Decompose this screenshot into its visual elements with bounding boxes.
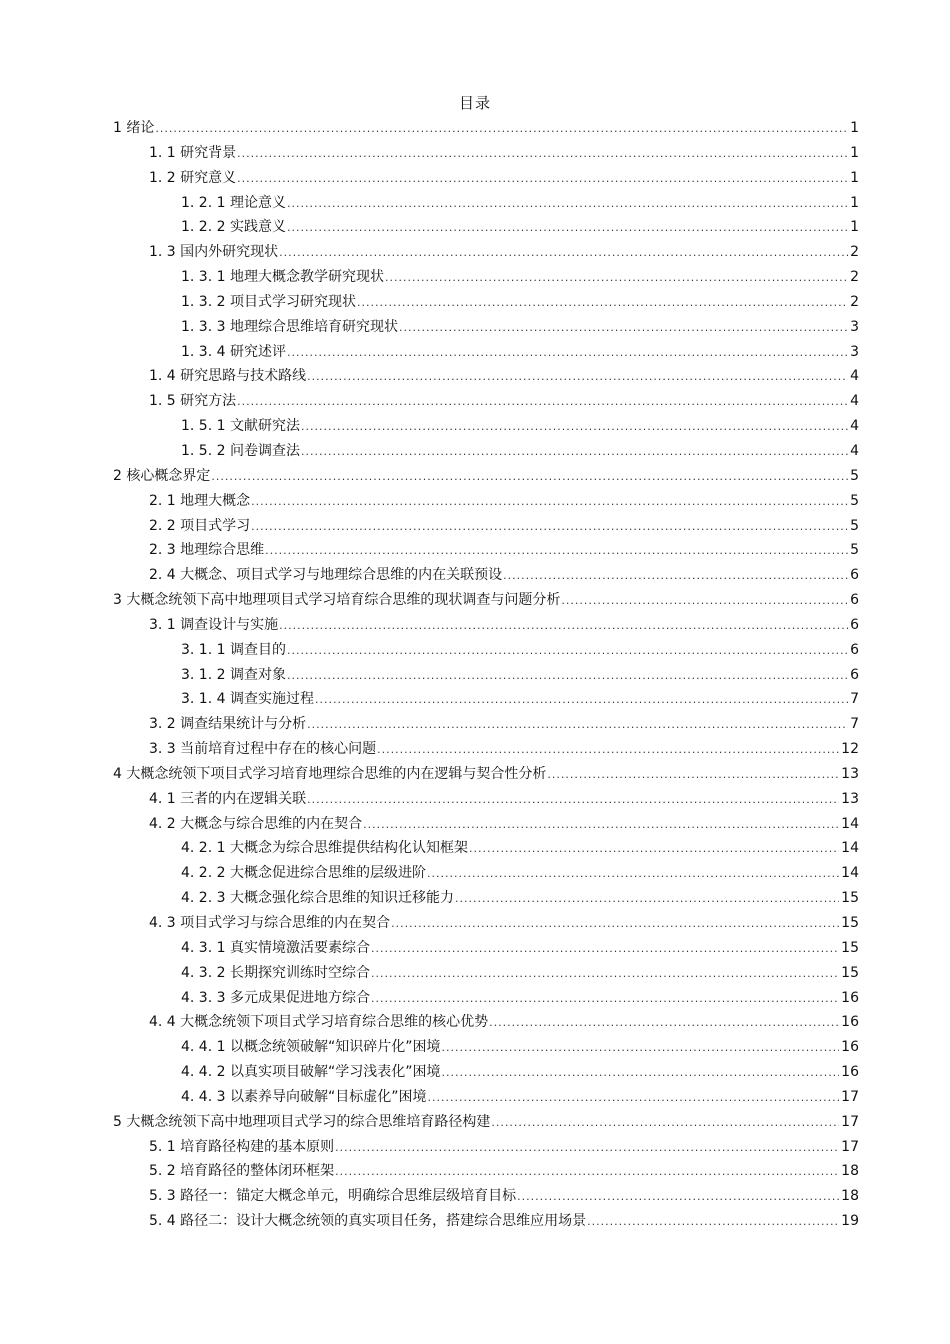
toc-dot-leader — [363, 813, 839, 838]
toc-entry[interactable] — [113, 1085, 859, 1110]
toc-entry-label: 3. 2 调查结果统计与分析 — [149, 716, 307, 733]
toc-dot-leader — [399, 316, 848, 341]
toc-entry-page-number: 16 — [841, 1064, 859, 1081]
toc-entry-label: 4. 3. 1 真实情境激活要素综合 — [181, 939, 370, 956]
toc-entry-label: 4. 1 三者的内在逻辑关联 — [149, 790, 307, 807]
toc-entry[interactable] — [113, 961, 859, 986]
toc-entry[interactable] — [113, 265, 859, 290]
toc-entry-label: 2 核心概念界定 — [113, 467, 211, 484]
toc-entry-label: 1. 3. 3 地理综合思维培育研究现状 — [181, 318, 398, 335]
toc-entry-page-number: 17 — [841, 1138, 859, 1155]
toc-entry[interactable] — [113, 1184, 859, 1209]
toc-dot-leader — [503, 564, 848, 589]
toc-entry-page-number: 18 — [841, 1188, 859, 1205]
toc-dot-leader — [237, 167, 848, 192]
toc-entry[interactable] — [113, 191, 859, 216]
toc-entry-label: 4. 4. 2 以真实项目破解“学习浅表化”困境 — [181, 1064, 441, 1081]
toc-dot-leader — [211, 465, 848, 490]
toc-entry-label: 1. 2. 2 实践意义 — [181, 219, 286, 236]
toc-dot-leader — [251, 515, 848, 540]
toc-dot-leader — [489, 1011, 839, 1036]
toc-entry-label: 1. 3 国内外研究现状 — [149, 244, 279, 261]
toc-entry-label: 1. 2. 1 理论意义 — [181, 194, 286, 211]
toc-entry-label: 1 绪论 — [113, 120, 155, 136]
toc-entry[interactable] — [113, 737, 859, 762]
toc-entry-label: 5 大概念统领下高中地理项目式学习的综合思维培育路径构建 — [113, 1113, 491, 1130]
toc-entry[interactable] — [113, 687, 859, 712]
toc-entry[interactable] — [113, 1209, 859, 1234]
toc-dot-leader — [491, 1111, 839, 1136]
toc-entry-label: 4 大概念统领下项目式学习培育地理综合思维的内在逻辑与契合性分析 — [113, 765, 547, 782]
toc-entry[interactable] — [113, 886, 859, 911]
toc-entry-label: 1. 5. 1 文献研究法 — [181, 418, 300, 435]
toc-entry-page-number: 16 — [841, 989, 859, 1006]
toc-entry-label: 3. 1 调查设计与实施 — [149, 616, 279, 633]
toc-entry[interactable] — [113, 538, 859, 563]
toc-dot-leader — [307, 713, 848, 738]
toc-entry[interactable] — [113, 762, 859, 787]
toc-entry[interactable] — [113, 141, 859, 166]
toc-entry-page-number: 6 — [850, 616, 859, 633]
toc-entry-page-number: 4 — [850, 418, 859, 435]
toc-entry-page-number: 1 — [850, 194, 859, 211]
toc-entry-label: 1. 3. 4 研究述评 — [181, 343, 286, 360]
toc-entry-page-number: 17 — [841, 1113, 859, 1130]
toc-dot-leader — [335, 1136, 839, 1161]
toc-entry-page-number: 13 — [841, 765, 859, 782]
toc-dot-leader — [427, 1086, 839, 1111]
toc-entry-page-number: 17 — [841, 1088, 859, 1105]
toc-entry[interactable] — [113, 1035, 859, 1060]
toc-entry-page-number: 1 — [850, 219, 859, 236]
toc-entry-page-number: 6 — [850, 592, 859, 609]
toc-entry-label: 4. 2. 1 大概念为综合思维提供结构化认知框架 — [181, 840, 468, 857]
toc-entry-page-number: 5 — [850, 542, 859, 559]
toc-entry-page-number: 7 — [850, 691, 859, 708]
toc-entry-label: 5. 1 培育路径构建的基本原则 — [149, 1138, 335, 1155]
toc-dot-leader — [287, 192, 848, 217]
toc-dot-leader — [335, 1160, 839, 1185]
toc-dot-leader — [547, 763, 839, 788]
toc-entry-label: 1. 2 研究意义 — [149, 169, 237, 186]
toc-entry-label: 1. 3. 2 项目式学习研究现状 — [181, 293, 356, 310]
toc-entry-page-number: 14 — [841, 865, 859, 882]
toc-dot-leader — [427, 862, 839, 887]
toc-entry-label: 3. 3 当前培育过程中存在的核心问题 — [149, 741, 377, 758]
toc-entry[interactable] — [113, 414, 859, 439]
toc-dot-leader — [385, 266, 848, 291]
toc-entry-page-number: 4 — [850, 442, 859, 459]
toc-entry-page-number: 3 — [850, 343, 859, 360]
toc-entry-page-number: 6 — [850, 567, 859, 584]
toc-entry[interactable] — [113, 936, 859, 961]
toc-entry-label: 3 大概念统领下高中地理项目式学习培育综合思维的现状调查与问题分析 — [113, 592, 561, 609]
toc-dot-leader — [279, 614, 848, 639]
toc-entry[interactable] — [113, 290, 859, 315]
toc-entry[interactable] — [113, 836, 859, 861]
toc-dot-leader — [237, 390, 848, 415]
toc-entry-page-number: 5 — [850, 492, 859, 509]
toc-entry[interactable] — [113, 861, 859, 886]
toc-entry[interactable] — [113, 215, 859, 240]
toc-entry-page-number: 6 — [850, 666, 859, 683]
toc-entry[interactable] — [113, 340, 859, 365]
toc-entry-page-number: 15 — [841, 964, 859, 981]
toc-entry[interactable] — [113, 315, 859, 340]
toc-entry-label: 4. 3. 2 长期探究训练时空综合 — [181, 964, 370, 981]
toc-entry-page-number: 13 — [841, 790, 859, 807]
toc-entry-label: 1. 3. 1 地理大概念教学研究现状 — [181, 269, 384, 286]
toc-entry-page-number: 12 — [841, 741, 859, 758]
toc-entry[interactable] — [113, 812, 859, 837]
toc-dot-leader — [371, 962, 839, 987]
toc-title: 目录 — [458, 94, 491, 112]
toc-entry-page-number: 2 — [850, 293, 859, 310]
toc-dot-leader — [307, 788, 839, 813]
toc-entry[interactable] — [113, 514, 859, 539]
toc-entry[interactable] — [113, 116, 859, 141]
toc-dot-leader — [265, 539, 848, 564]
toc-dot-leader — [315, 688, 848, 713]
toc-entry-page-number: 14 — [841, 815, 859, 832]
toc-entry[interactable] — [113, 1110, 859, 1135]
toc-entry-page-number: 15 — [841, 939, 859, 956]
toc-entry-page-number: 18 — [841, 1163, 859, 1180]
toc-entry[interactable] — [113, 613, 859, 638]
toc-entry[interactable] — [113, 1060, 859, 1085]
toc-entry-page-number: 1 — [850, 169, 859, 186]
toc-entry[interactable] — [113, 986, 859, 1011]
toc-entry-page-number: 7 — [850, 716, 859, 733]
toc-entry-page-number: 5 — [850, 517, 859, 534]
toc-entry[interactable] — [113, 166, 859, 191]
toc-entry-label: 4. 2. 3 大概念强化综合思维的知识迁移能力 — [181, 890, 454, 907]
toc-dot-leader — [301, 415, 848, 440]
toc-entry-page-number: 15 — [841, 890, 859, 907]
toc-entry[interactable] — [113, 439, 859, 464]
toc-entry-label: 5. 3 路径一：锚定大概念单元，明确综合思维层级培育目标 — [149, 1188, 517, 1205]
toc-dot-leader — [469, 837, 839, 862]
toc-dot-leader — [287, 216, 848, 241]
toc-entry-label: 3. 1. 2 调查对象 — [181, 666, 286, 683]
toc-entry-page-number: 6 — [850, 641, 859, 658]
toc-dot-leader — [287, 341, 848, 366]
toc-dot-leader — [371, 937, 839, 962]
toc-entry-page-number: 19 — [841, 1213, 859, 1230]
toc-list — [113, 116, 859, 1234]
toc-dot-leader — [441, 1061, 839, 1086]
toc-entry-label: 2. 3 地理综合思维 — [149, 542, 265, 559]
toc-entry-label: 1. 5. 2 问卷调查法 — [181, 442, 300, 459]
toc-entry-label: 4. 4. 3 以素养导向破解“目标虚化”困境 — [181, 1088, 427, 1105]
toc-entry-label: 4. 3 项目式学习与综合思维的内在契合 — [149, 915, 391, 931]
toc-dot-leader — [441, 1036, 839, 1061]
toc-entry[interactable] — [113, 489, 859, 514]
toc-entry[interactable] — [113, 1010, 859, 1035]
toc-dot-leader — [155, 117, 848, 142]
toc-entry-page-number: 1 — [850, 144, 859, 161]
toc-entry-page-number: 2 — [850, 269, 859, 286]
toc-entry-page-number: 1 — [850, 120, 859, 136]
toc-dot-leader — [237, 142, 848, 167]
toc-entry-label: 2. 4 大概念、项目式学习与地理综合思维的内在关联预设 — [149, 567, 503, 584]
toc-entry-page-number: 5 — [850, 467, 859, 484]
toc-dot-leader — [455, 887, 839, 912]
toc-entry-label: 1. 1 研究背景 — [149, 144, 237, 161]
toc-dot-leader — [587, 1210, 839, 1235]
toc-entry-label: 3. 1. 4 调查实施过程 — [181, 691, 314, 708]
toc-dot-leader — [301, 440, 848, 465]
toc-entry-page-number: 14 — [841, 840, 859, 857]
toc-entry-label: 1. 5 研究方法 — [149, 393, 237, 410]
toc-dot-leader — [357, 291, 848, 316]
toc-entry[interactable] — [113, 663, 859, 688]
toc-entry-page-number: 15 — [841, 915, 859, 931]
toc-entry-label: 1. 4 研究思路与技术路线 — [149, 368, 307, 385]
toc-entry-label: 5. 4 路径二：设计大概念统领的真实项目任务，搭建综合思维应用场景 — [149, 1213, 587, 1230]
toc-dot-leader — [517, 1185, 839, 1210]
toc-entry[interactable] — [113, 464, 859, 489]
toc-entry-label: 3. 1. 1 调查目的 — [181, 641, 286, 658]
toc-entry[interactable] — [113, 638, 859, 663]
toc-entry-label: 2. 2 项目式学习 — [149, 517, 251, 534]
toc-entry[interactable] — [113, 1135, 859, 1160]
toc-entry-label: 4. 4. 1 以概念统领破解“知识碎片化”困境 — [181, 1039, 441, 1056]
toc-entry-label: 4. 2 大概念与综合思维的内在契合 — [149, 815, 363, 832]
toc-entry[interactable] — [113, 389, 859, 414]
toc-entry[interactable] — [113, 364, 859, 389]
toc-entry-label: 4. 3. 3 多元成果促进地方综合 — [181, 989, 370, 1006]
toc-entry-page-number: 2 — [850, 244, 859, 261]
toc-entry-label: 4. 4 大概念统领下项目式学习培育综合思维的核心优势 — [149, 1014, 489, 1031]
toc-dot-leader — [371, 987, 839, 1012]
toc-entry-page-number: 4 — [850, 393, 859, 410]
toc-entry[interactable] — [113, 787, 859, 812]
toc-entry-page-number: 16 — [841, 1014, 859, 1031]
toc-dot-leader — [391, 912, 839, 937]
toc-entry-page-number: 3 — [850, 318, 859, 335]
toc-dot-leader — [307, 365, 848, 390]
toc-entry[interactable] — [113, 911, 859, 936]
toc-entry-page-number: 4 — [850, 368, 859, 385]
toc-entry[interactable] — [113, 1159, 859, 1184]
toc-dot-leader — [377, 738, 839, 763]
toc-dot-leader — [561, 589, 848, 614]
toc-dot-leader — [251, 490, 848, 515]
toc-entry-label: 2. 1 地理大概念 — [149, 492, 251, 509]
toc-entry[interactable] — [113, 588, 859, 613]
toc-dot-leader — [287, 639, 848, 664]
toc-entry-page-number: 16 — [841, 1039, 859, 1056]
toc-entry[interactable] — [113, 712, 859, 737]
toc-entry-label: 5. 2 培育路径的整体闭环框架 — [149, 1163, 335, 1180]
toc-entry-label: 4. 2. 2 大概念促进综合思维的层级进阶 — [181, 865, 426, 882]
toc-dot-leader — [287, 664, 848, 689]
toc-dot-leader — [279, 241, 848, 266]
toc-entry[interactable] — [113, 240, 859, 265]
toc-entry[interactable] — [113, 563, 859, 588]
